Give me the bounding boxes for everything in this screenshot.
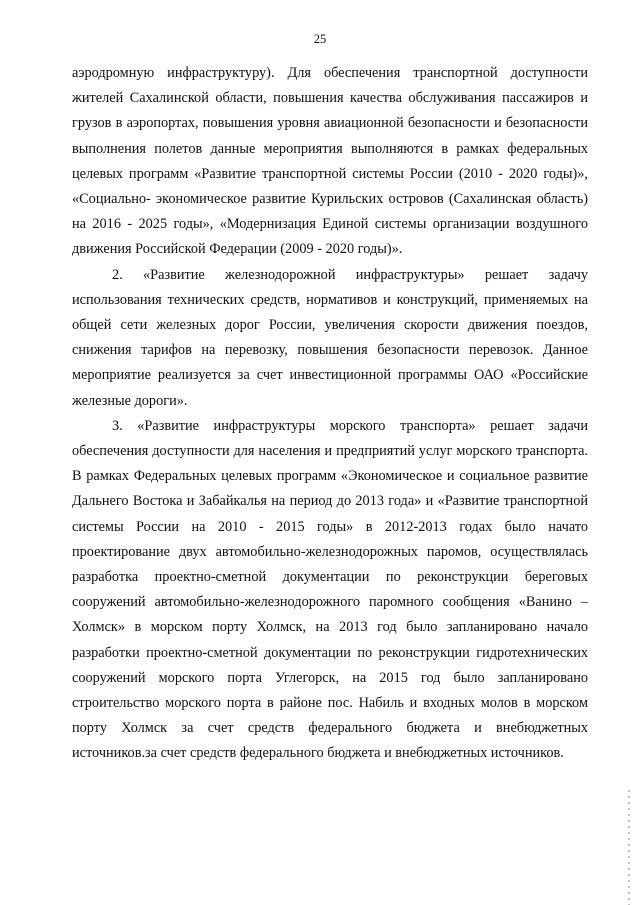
document-body <box>72 61 588 767</box>
scan-edge-marks <box>628 790 630 905</box>
page-number: 25 <box>313 32 327 46</box>
paragraph-maritime-infrastructure: 3. «Развитие инфраструктуры морского транспорта» решает задачи обеспечения доступности для населения и предприятий услуг морского транспорта. В рамках Федеральных целевых программ «Экономическое и социальное развитие Дальнего Востока и Забайкалья на период до 2013 года» и «Развитие транспортной системы России на 2010 - 2015 годы» в 2012-2013 годах было начато проектирование двух автомобильно-железнодорожных паромов, осуществлялась разработка проектно-сметной документации по реконструкции береговых сооружений автомобильно-железнодорожного паромного сообщения «Ванино – Холмск» в морском порту Холмск, на 2013 год было запланировано начало разработки проектно-сметной документации по реконструкции гидротехнических сооружений морского порта Углегорск, на 2015 год было запланировано строительство морского порта в районе пос. Набиль и входных молов в морском порту Холмск за счет средств федерального бюджета и внебюджетных источников.за счет средств федерального бюджета и внебюджетных источников. <box>72 417 588 762</box>
paragraph-railway-infrastructure: 2. «Развитие железнодорожной инфраструктуры» решает задачу использования технических средств, нормативов и конструкций, применяемых на общей сети железных дорог России, увеличения скорости движения поездов, снижения тарифов на перевозку, повышения безопасности перевозок. Данное мероприятие реализуется за счет инвестиционной программы ОАО «Российские железные дороги». <box>72 266 588 409</box>
paragraph-aviation-continuation: аэродромную инфраструктуру). Для обеспечения транспортной доступности жителей Сахалинской области, повышения качества обслуживания пассажиров и грузов в аэропортах, повышения уровня авиационной безопасности и безопасности выполнения полетов данные мероприятия выполняются в рамках федеральных целевых программ «Развитие транспортной системы России (2010 - 2020 годы)», «Социально- экономическое развитие Курильских островов (Сахалинская область) на 2016 - 2025 годы», «Модернизация Единой системы организации воздушного движения Российской Федерации (2009 - 2020 годы)». <box>72 65 588 258</box>
